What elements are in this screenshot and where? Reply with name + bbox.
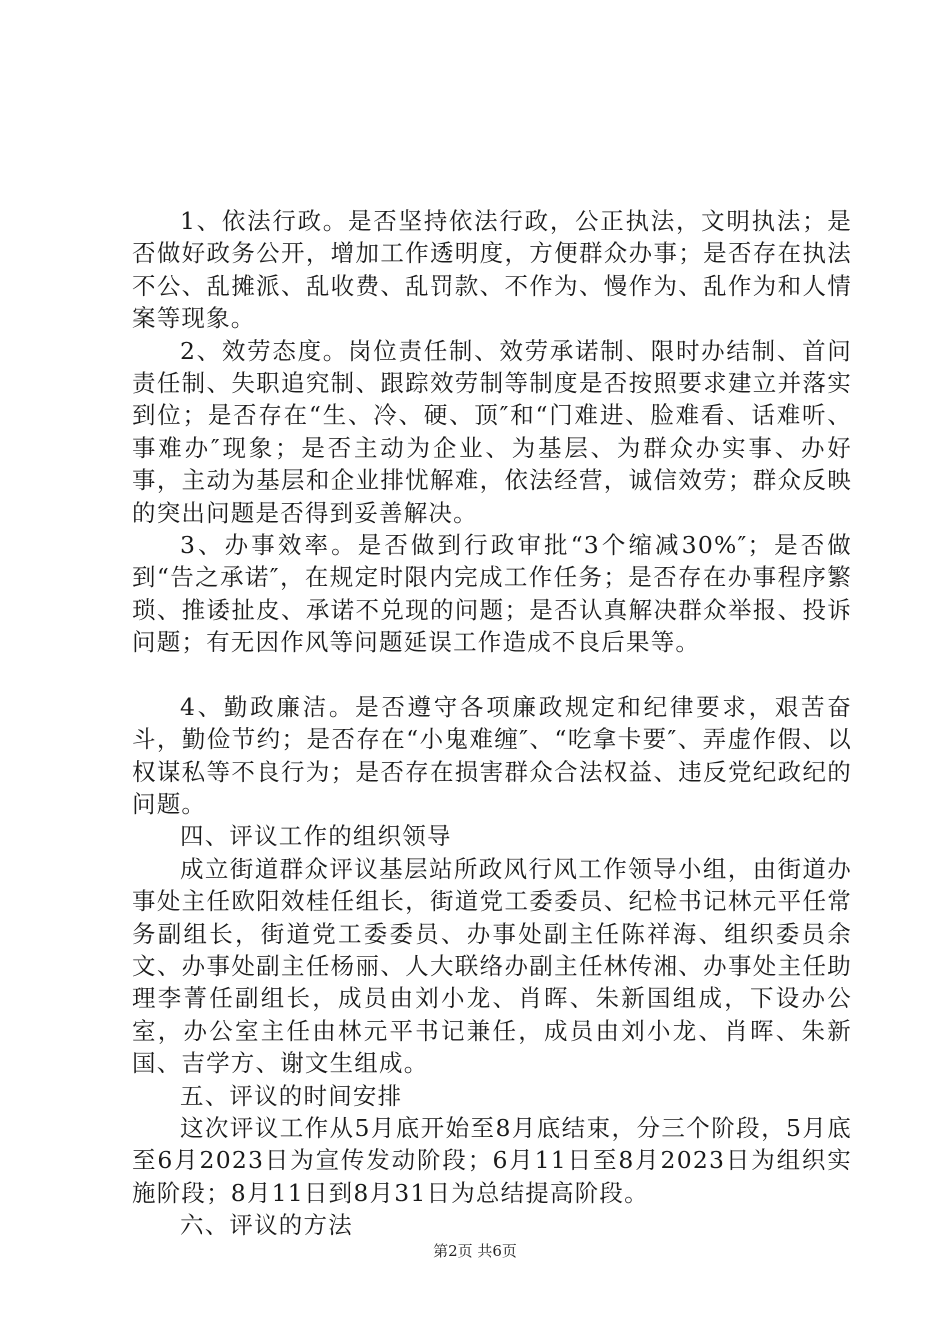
- section-heading-schedule: 五、评议的时间安排: [180, 1081, 403, 1110]
- paragraph-schedule: 这次评议工作从5月底开始至8月底结束，分三个阶段，5月底至6月2023日为宣传发动阶段；6月11日至8月2023日为组织实施阶段；8月11日到8月31日为总结提高阶段。: [132, 1113, 852, 1207]
- paragraph-lawful-administration: 1、依法行政。是否坚持依法行政，公正执法，文明执法；是否做好政务公开，增加工作透明度，方便群众办事；是否存在执法不公、乱摊派、乱收费、乱罚款、不作为、慢作为、乱作为和人情案等现象。: [132, 207, 852, 333]
- paragraph-service-attitude: 2、效劳态度。岗位责任制、效劳承诺制、限时办结制、首问责任制、失职追究制、跟踪效劳制等制度是否按照要求建立并落实到位；是否存在“生、冷、硬、顶″和“门难进、脸难看、话难听、事难办″现象；是否主动为企业、为基层、为群众办实事、办好事，主动为基层和企业排忧解难，依法经营，诚信效劳；群众反映的突出问题是否得到妥善解决。: [132, 336, 852, 527]
- page-footer: 第2页 共6页: [433, 1242, 517, 1260]
- paragraph-diligence-integrity: 4、勤政廉洁。是否遵守各项廉政规定和纪律要求，艰苦奋斗，勤俭节约；是否存在“小鬼难缠″、“吃拿卡要″、弄虚作假、以权谋私等不良行为；是否存在损害群众合法权益、违反党纪政纪的问题。: [132, 692, 852, 818]
- paragraph-organization: 成立街道群众评议基层站所政风行风工作领导小组，由街道办事处主任欧阳效桂任组长，街道党工委委员、纪检书记林元平任常务副组长，街道党工委委员、办事处副主任陈祥海、组织委员余文、办事处副主任杨丽、人大联络办副主任林传湘、办事处主任助理李菁任副组长，成员由刘小龙、肖晖、朱新国组成，下设办公室，办公室主任由林元平书记兼任，成员由刘小龙、肖晖、朱新国、吉学方、谢文生组成。: [132, 854, 852, 1078]
- section-heading-method: 六、评议的方法: [180, 1211, 353, 1240]
- document-body: [132, 205, 852, 1242]
- paragraph-work-efficiency: 3、办事效率。是否做到行政审批“3个缩减30%″；是否做到“告之承诺″，在规定时限内完成工作任务；是否存在办事程序繁琐、推诿扯皮、承诺不兑现的问题；是否认真解决群众举报、投诉问题；有无因作风等问题延误工作造成不良后果等。: [132, 531, 852, 657]
- section-heading-organization: 四、评议工作的组织领导: [180, 822, 452, 851]
